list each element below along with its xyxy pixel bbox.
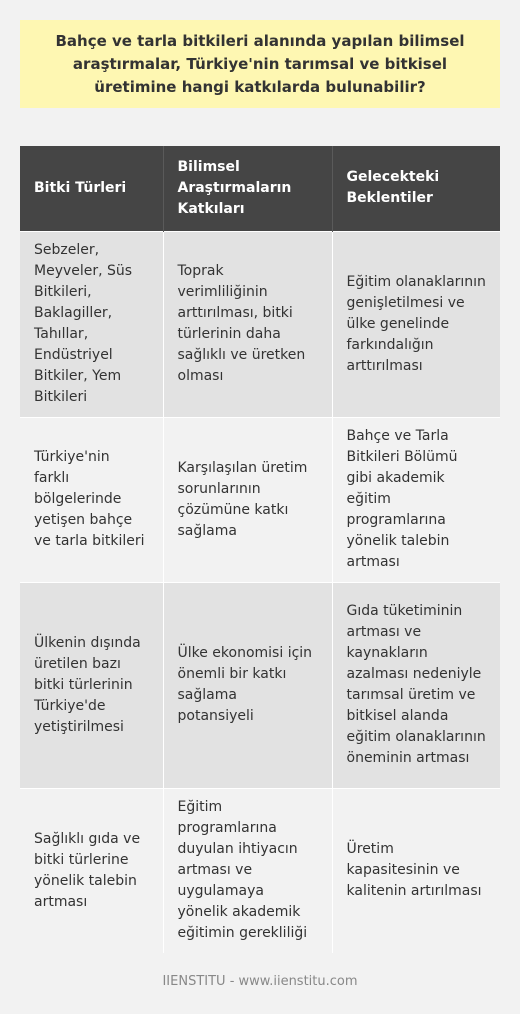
table-cell: Gıda tüketiminin artması ve kaynakların azalması nedeniyle tarımsal üretim ve bitkisel alanda eğitim olanaklarının öneminin artması [332,582,500,788]
table-row [20,231,500,417]
table-cell: Ülke ekonomisi için önemli bir katkı sağlama potansiyeli [163,582,332,788]
table-cell: Sağlıklı gıda ve bitki türlerine yönelik talebin artması [20,788,163,953]
table-cell: Sebzeler, Meyveler, Süs Bitkileri, Baklagiller, Tahıllar, Endüstriyel Bitkiler, Yem Bitkileri [20,231,163,417]
table-cell: Toprak verimliliğinin arttırılması, bitki türlerinin daha sağlıklı ve üretken olması [163,231,332,417]
header-research-contributions: Bilimsel Araştırmaların Katkıları [163,146,332,231]
footer-credit: IIENSTITU - www.iienstitu.com [162,974,358,989]
comparison-table [20,146,500,953]
table-row [20,417,500,582]
table-cell: Ülkenin dışında üretilen bazı bitki türlerinin Türkiye'de yetiştirilmesi [20,582,163,788]
table-cell: Eğitim olanaklarının genişletilmesi ve ülke genelinde farkındalığın arttırılması [332,231,500,417]
table-cell: Üretim kapasitesinin ve kalitenin artırılması [332,788,500,953]
table-cell: Eğitim programlarına duyulan ihtiyacın artması ve uygulamaya yönelik akademik eğitimin gerekliliği [163,788,332,953]
title-banner [20,20,500,108]
table-cell: Türkiye'nin farklı bölgelerinde yetişen bahçe ve tarla bitkileri [20,417,163,582]
table-cell: Karşılaşılan üretim sorunlarının çözümüne katkı sağlama [163,417,332,582]
header-plant-types: Bitki Türleri [20,146,163,231]
table-row [20,582,500,788]
table-header-row [20,146,500,231]
table-cell: Bahçe ve Tarla Bitkileri Bölümü gibi akademik eğitim programlarına yönelik talebin artması [332,417,500,582]
page-title: Bahçe ve tarla bitkileri alanında yapılan bilimsel araştırmalar, Türkiye'nin tarımsal ve bitkisel üretimine hangi katkılarda bulunabilir? [55,31,465,96]
header-future-expectations: Gelecekteki Beklentiler [332,146,500,231]
table-row [20,788,500,953]
